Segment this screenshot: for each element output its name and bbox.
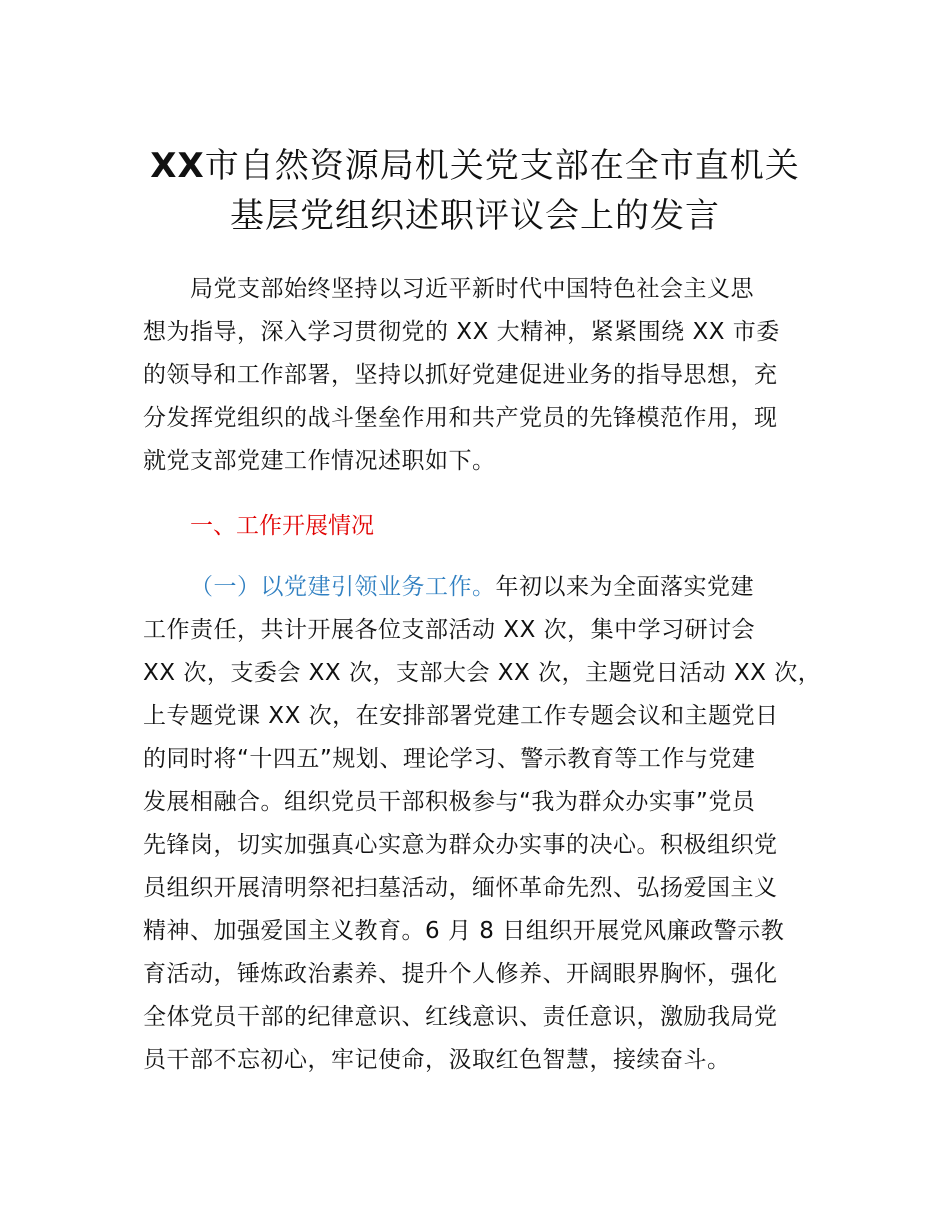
body-line: 员干部不忘初心，牢记使命，汲取红色智慧，接续奋斗。 (143, 1047, 731, 1073)
body-line: 的同时将“十四五”规划、理论学习、警示教育等工作与党建 (143, 746, 756, 772)
intro-line: 分发挥党组织的战斗堡垒作用和共产党员的先锋模范作用，现 (143, 405, 778, 431)
title-line-1 (100, 143, 850, 189)
body-line: XX 次，支委会 XX 次，支部大会 XX 次，主题党日活动 XX 次， (143, 660, 822, 686)
title-line-1-text: 市自然资源局机关党支部在全市直机关 (204, 146, 800, 186)
title-line-2: 基层党组织述职评议会上的发言 (230, 196, 720, 236)
body-line: 工作责任，共计开展各位支部活动 XX 次，集中学习研讨会 (143, 617, 756, 643)
intro-line: 想为指导，深入学习贯彻党的 XX 大精神，紧紧围绕 XX 市委 (143, 319, 780, 345)
body-line: 上专题党课 XX 次，在安排部署党建工作专题会议和主题党日 (143, 703, 779, 729)
body-line: 发展相融合。组织党员干部积极参与“我为群众办实事”党员 (143, 789, 756, 815)
title-prefix: XX (150, 146, 205, 186)
intro-line: 就党支部党建工作情况述职如下。 (143, 448, 496, 474)
body-line: 全体党员干部的纪律意识、红线意识、责任意识，激励我局党 (143, 1004, 778, 1030)
body-line: 先锋岗，切实加强真心实意为群众办实事的决心。积极组织党 (143, 832, 778, 858)
subsection-first-line-text: 年初以来为全面落实党建 (495, 574, 754, 600)
body-line: 育活动，锤炼政治素养、提升个人修养、开阔眼界胸怀，强化 (143, 961, 778, 987)
intro-line: 的领导和工作部署，坚持以抓好党建促进业务的指导思想，充 (143, 362, 778, 388)
subsection-first-line (190, 570, 754, 604)
subsection-label: （一）以党建引领业务工作。 (190, 574, 496, 600)
intro-line: 局党支部始终坚持以习近平新时代中国特色社会主义思 (190, 276, 754, 302)
body-line: 员组织开展清明祭祀扫墓活动，缅怀革命先烈、弘扬爱国主义 (143, 875, 778, 901)
section-heading: 一、工作开展情况 (190, 513, 374, 539)
body-line: 精神、加强爱国主义教育。6 月 8 日组织开展党风廉政警示教 (143, 918, 785, 944)
